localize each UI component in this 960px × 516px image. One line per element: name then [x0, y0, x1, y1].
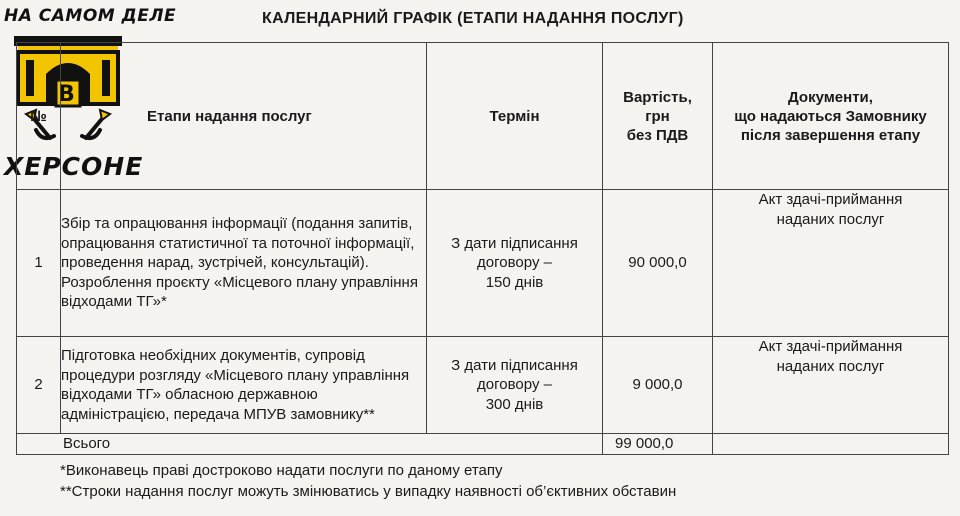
footnote-2: **Строки надання послуг можуть змінюватись у випадку наявності об’єктивних обставин: [60, 483, 677, 500]
row-term: З дати підписання договору – 150 днів: [427, 190, 603, 337]
logo-bottom-text: ХЕРСОНЕ: [4, 152, 144, 181]
table-row: [17, 190, 949, 337]
table-row: [17, 337, 949, 434]
row-documents: Акт здачі-приймання наданих послуг: [713, 190, 949, 337]
header-documents: Документи, що надаються Замовнику після завершення етапу: [713, 43, 949, 190]
footnote-1: *Виконавець праві достроково надати послуги по даному етапу: [60, 462, 503, 479]
schedule-table: [16, 42, 949, 455]
document-title: КАЛЕНДАРНИЙ ГРАФІК (ЕТАПИ НАДАННЯ ПОСЛУГ): [262, 10, 684, 27]
row-documents: Акт здачі-приймання наданих послуг: [713, 337, 949, 434]
row-cost: 90 000,0: [603, 190, 713, 337]
table-header-row: [17, 43, 949, 190]
header-cost: Вартість, грн без ПДВ: [603, 43, 713, 190]
logo-center-letter: В: [58, 82, 75, 107]
header-term: Термін: [427, 43, 603, 190]
header-number: №: [17, 43, 61, 190]
logo-top-text: НА САМОМ ДЕЛЕ: [4, 6, 177, 26]
total-label: Всього: [17, 434, 603, 455]
total-cost: 99 000,0: [603, 434, 713, 455]
row-term: З дати підписання договору – 300 днів: [427, 337, 603, 434]
table-total-row: [17, 434, 949, 455]
row-number: 2: [17, 337, 61, 434]
total-empty-cell: [713, 434, 949, 455]
header-stage: Етапи надання послуг: [61, 43, 427, 190]
row-stage: Збір та опрацювання інформації (подання запитів, опрацювання статистичної та поточної інформації, проведення нарад, зустрічей, консультацій). Розроблення проєкту «Місцевого плану управління відходами ТГ»*: [61, 190, 427, 337]
row-number: 1: [17, 190, 61, 337]
row-stage: Підготовка необхідних документів, супровід процедури розгляду «Місцевого плану управління відходами ТГ» обласною державною адміністрацією, передача МПУВ замовнику**: [61, 337, 427, 434]
row-cost: 9 000,0: [603, 337, 713, 434]
